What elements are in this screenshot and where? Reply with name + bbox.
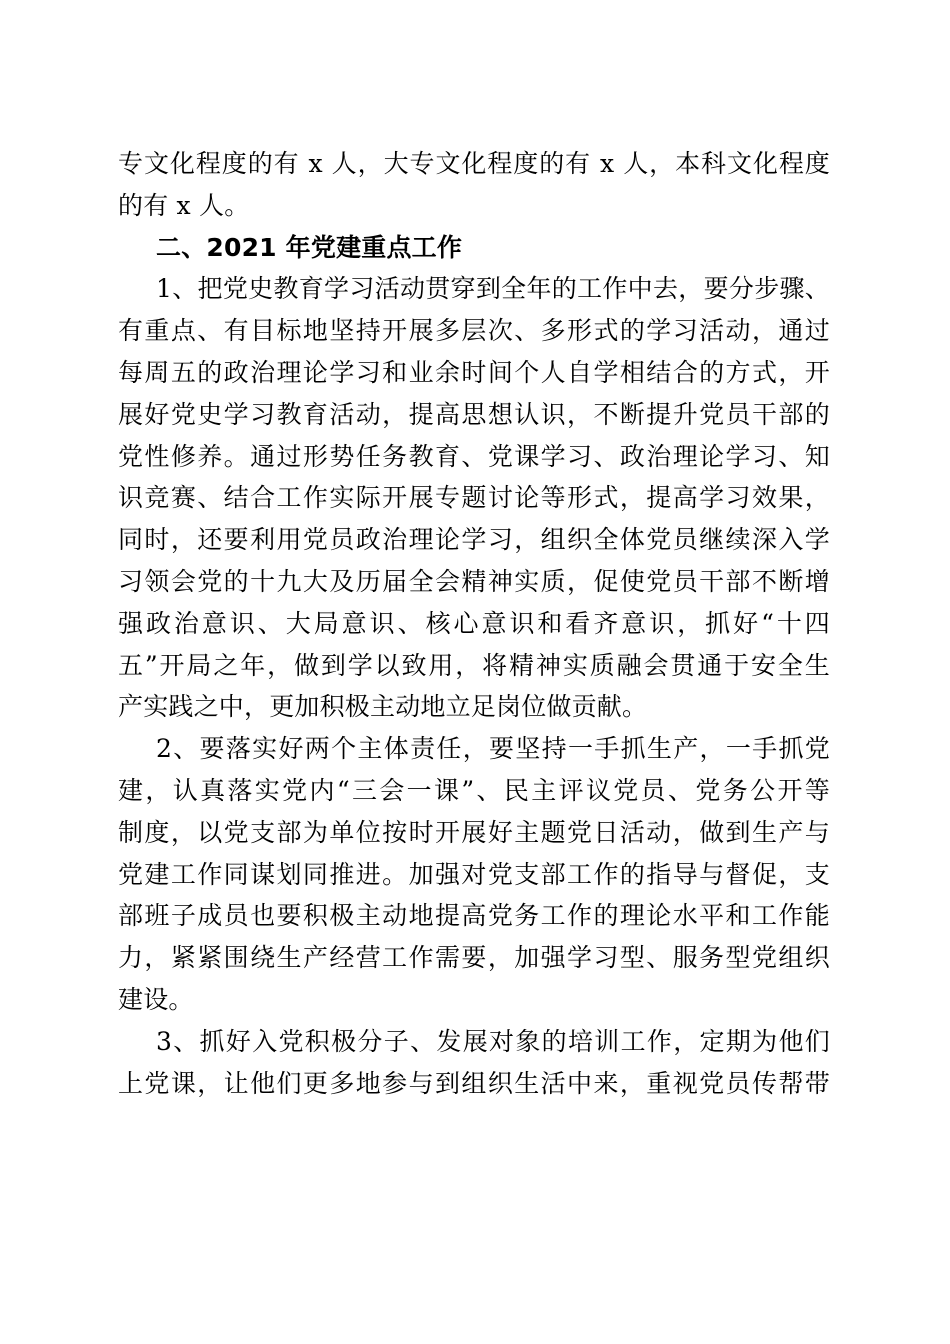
text-line: 五”开局之年，做到学以致用，将精神实质融会贯通于安全生	[118, 650, 830, 680]
text-line: 上党课，让他们更多地参与到组织生活中来，重视党员传帮带	[118, 1068, 830, 1098]
text-line: 力，紧紧围绕生产经营工作需要，加强学习型、服务型党组织	[118, 943, 830, 973]
text-line: 展好党史学习教育活动，提高思想认识，不断提升党员干部的	[118, 399, 830, 429]
text-line: 1、把党史教育学习活动贯穿到全年的工作中去，要分步骤、	[156, 274, 830, 304]
paragraph-continuation	[118, 143, 830, 227]
document-body	[118, 143, 830, 1104]
text-line: 3、抓好入党积极分子、发展对象的培训工作，定期为他们	[156, 1026, 830, 1056]
text-line: 习领会党的十九大及历届全会精神实质，促使党员干部不断增	[118, 566, 830, 596]
paragraph-item-3	[118, 1021, 830, 1105]
section-heading	[118, 227, 830, 269]
text-line: 每周五的政治理论学习和业余时间个人自学相结合的方式，开	[118, 357, 830, 387]
text-line: 的有 x 人。	[118, 190, 250, 220]
text-line: 部班子成员也要积极主动地提高党务工作的理论水平和工作能	[118, 901, 830, 931]
text-line: 识竞赛、结合工作实际开展专题讨论等形式，提高学习效果，	[118, 483, 830, 513]
text-line: 党建工作同谋划同推进。加强对党支部工作的指导与督促，支	[118, 859, 830, 889]
text-line: 建，认真落实党内“三会一课”、民主评议党员、党务公开等	[118, 775, 830, 805]
text-line: 专文化程度的有 x 人，大专文化程度的有 x 人，本科文化程度	[118, 149, 831, 178]
text-line: 有重点、有目标地坚持开展多层次、多形式的学习活动，通过	[118, 316, 830, 346]
text-line: 强政治意识、大局意识、核心意识和看齐意识，抓好“十四	[118, 608, 830, 638]
text-line: 同时，还要利用党员政治理论学习，组织全体党员继续深入学	[118, 525, 830, 555]
paragraph-item-2	[118, 728, 830, 1021]
heading-line: 二、2021 年党建重点工作	[156, 232, 463, 262]
text-line: 制度，以党支部为单位按时开展好主题党日活动，做到生产与	[118, 817, 830, 847]
text-line: 党性修养。通过形势任务教育、党课学习、政治理论学习、知	[118, 441, 830, 471]
text-line: 建设。	[118, 984, 194, 1014]
text-line: 2、要落实好两个主体责任，要坚持一手抓生产，一手抓党	[156, 734, 830, 764]
text-line: 产实践之中，更加积极主动地立足岗位做贡献。	[118, 692, 648, 722]
paragraph-item-1	[118, 268, 830, 728]
